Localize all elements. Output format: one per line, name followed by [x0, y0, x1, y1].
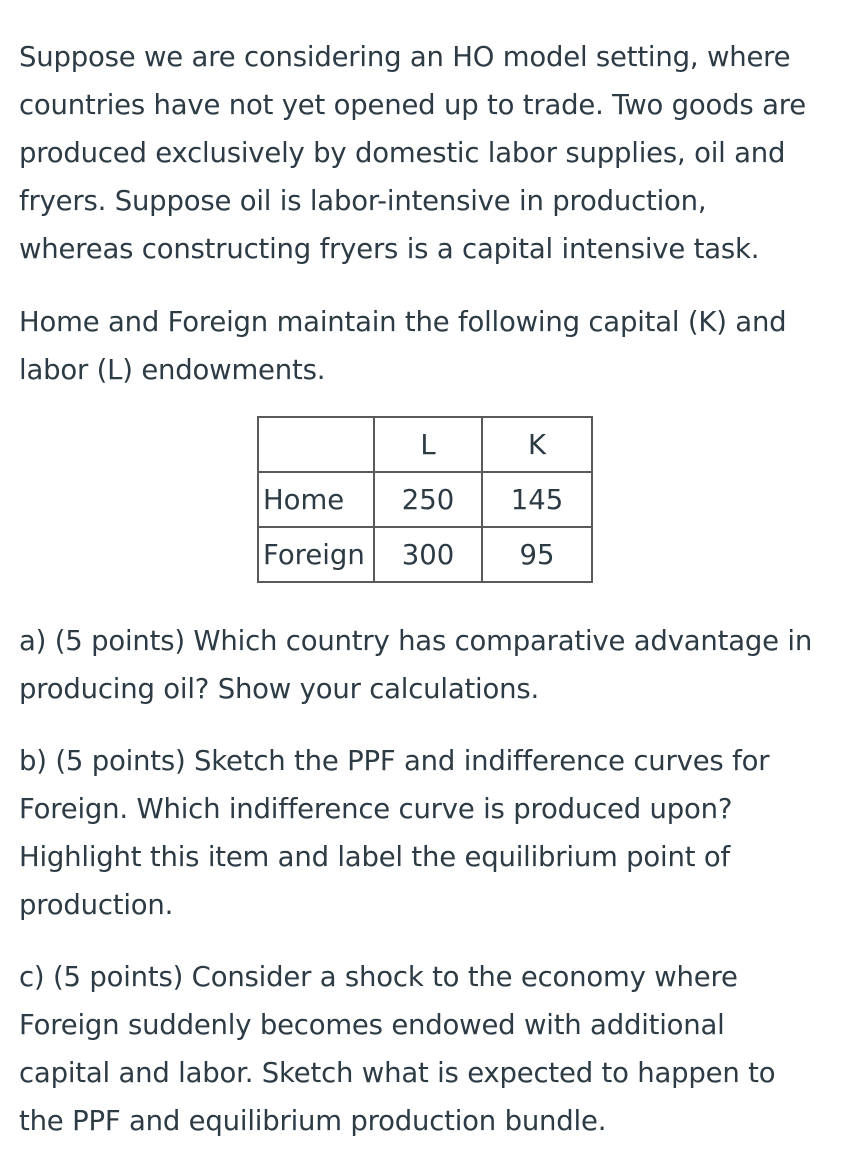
question-c-line: the PPF and equilibrium production bundle. [19, 1105, 607, 1137]
question-c [19, 953, 839, 1145]
table-row-foreign [258, 527, 592, 582]
table-cell-labor: 250 [374, 472, 482, 527]
question-b [19, 737, 839, 929]
question-a-line: producing oil? Show your calculations. [19, 673, 540, 705]
intro-paragraph [19, 33, 839, 273]
question-c-line: capital and labor. Sketch what is expected to happen to [19, 1057, 776, 1089]
question-b-line: b) (5 points) Sketch the PPF and indifference curves for [19, 745, 770, 777]
question-b-line: Foreign. Which indifference curve is produced upon? [19, 793, 733, 825]
endowments-line: labor (L) endowments. [19, 354, 326, 386]
table-cell-labor: 300 [374, 527, 482, 582]
question-b-line: production. [19, 889, 174, 921]
intro-line: whereas constructing fryers is a capital intensive task. [19, 233, 760, 265]
question-a [19, 617, 839, 713]
question-a-line: a) (5 points) Which country has comparative advantage in [19, 625, 813, 657]
endowments-table [257, 416, 593, 583]
table-header-row [258, 417, 592, 472]
endowments-line: Home and Foreign maintain the following capital (K) and [19, 306, 787, 338]
table-header-labor: L [374, 417, 482, 472]
table-cell-country: Home [258, 472, 374, 527]
table-cell-country: Foreign [258, 527, 374, 582]
intro-line: Suppose we are considering an HO model setting, where [19, 41, 791, 73]
table-cell-capital: 145 [482, 472, 592, 527]
question-b-line: Highlight this item and label the equilibrium point of [19, 841, 730, 873]
intro-line: fryers. Suppose oil is labor-intensive in production, [19, 185, 707, 217]
intro-line: countries have not yet opened up to trade. Two goods are [19, 89, 806, 121]
table-header-blank [258, 417, 374, 472]
intro-line: produced exclusively by domestic labor supplies, oil and [19, 137, 786, 169]
table-cell-capital: 95 [482, 527, 592, 582]
table-row-home [258, 472, 592, 527]
endowments-paragraph [19, 298, 839, 394]
question-c-line: Foreign suddenly becomes endowed with additional [19, 1009, 725, 1041]
question-c-line: c) (5 points) Consider a shock to the economy where [19, 961, 738, 993]
table-header-capital: K [482, 417, 592, 472]
